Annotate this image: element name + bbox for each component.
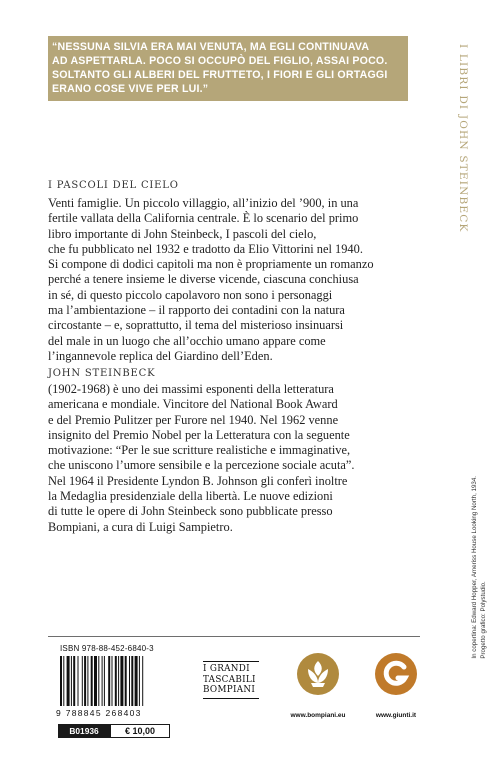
quote-line: “NESSUNA SILVIA ERA MAI VENUTA, MA EGLI CONTINUAVA <box>52 41 370 53</box>
barcode-digits: 9 788845 268403 <box>56 708 142 718</box>
isbn-label: ISBN 978-88-452-6840-3 <box>60 644 154 653</box>
book-title: I PASCOLI DEL CIELO <box>48 180 179 191</box>
quote-line: AD ASPETTARLA. POCO SI OCCUPÒ DEL FIGLIO, ASSAI POCO. <box>52 55 388 67</box>
book-description: Venti famiglie. Un piccolo villaggio, all’inizio del ’900, in una fertile vallata della California centrale. È lo scenario del primo libro importante di John Steinbeck, I pascoli del cielo, che fu pubblicato nel 1932 e tradotto da Elio Vittorini nel 1940. Si compone di dodici capitoli ma non è propriamente un romanzo perché a tenere insieme le diverse vicende, ciascuna conchiusa in sé, di questo piccolo capolavoro non sono i personaggi ma l’ambientazione – il rapporto dei contadini con la natura circostante – e, soprattutto, il tema del misterioso insinuarsi del male in un luogo che all’occhio umano appare come l’ingannevole replica del Giardino dell’Eden. <box>48 196 374 363</box>
barcode-icon <box>60 656 172 706</box>
author-name: JOHN STEINBECK <box>48 368 156 379</box>
series-vertical-title: I LIBRI DI JOHN STEINBECK <box>457 44 469 233</box>
cover-credit-line: In copertina: Edward Hopper, Ameriss House Looking North, 1934. <box>471 476 478 659</box>
bompiani-url: www.bompiani.eu <box>290 712 346 719</box>
price: € 10,00 <box>110 724 170 738</box>
bompiani-logo-icon <box>296 652 340 696</box>
giunti-url: www.giunti.it <box>375 712 417 719</box>
quote-line: ERANO COSE VIVE PER LUI.” <box>52 83 209 95</box>
cover-credits <box>470 476 488 659</box>
quote-line: SOLTANTO GLI ALBERI DEL FRUTTETO, I FIORI E GLI ORTAGGI <box>52 69 388 81</box>
cover-quote <box>48 36 408 101</box>
series-logo: I GRANDI TASCABILI BOMPIANI <box>203 659 259 701</box>
catalog-code: B01936 <box>58 724 110 738</box>
giunti-logo-icon <box>374 652 418 696</box>
divider <box>48 636 420 637</box>
cover-credit-line: Progetto grafico: Polystudio. <box>480 581 487 659</box>
author-bio: (1902-1968) è uno dei massimi esponenti della letteratura americana e mondiale. Vincitore del National Book Award e del Premio Pulitzer per Furore nel 1940. Nel 1962 venne insignito del Premio Nobel per la Letteratura con la seguente motivazione: “Per le sue scritture realistiche e immaginative, che uniscono l’umore sensibile e la percezione sociale acuta”. Nel 1964 il Presidente Lyndon B. Johnson gli conferì inoltre la Medaglia presidenziale della libertà. Le nuove edizioni di tutte le opere di John Steinbeck sono pubblicate presso Bompiani, a cura di Luigi Sampietro. <box>48 382 355 534</box>
